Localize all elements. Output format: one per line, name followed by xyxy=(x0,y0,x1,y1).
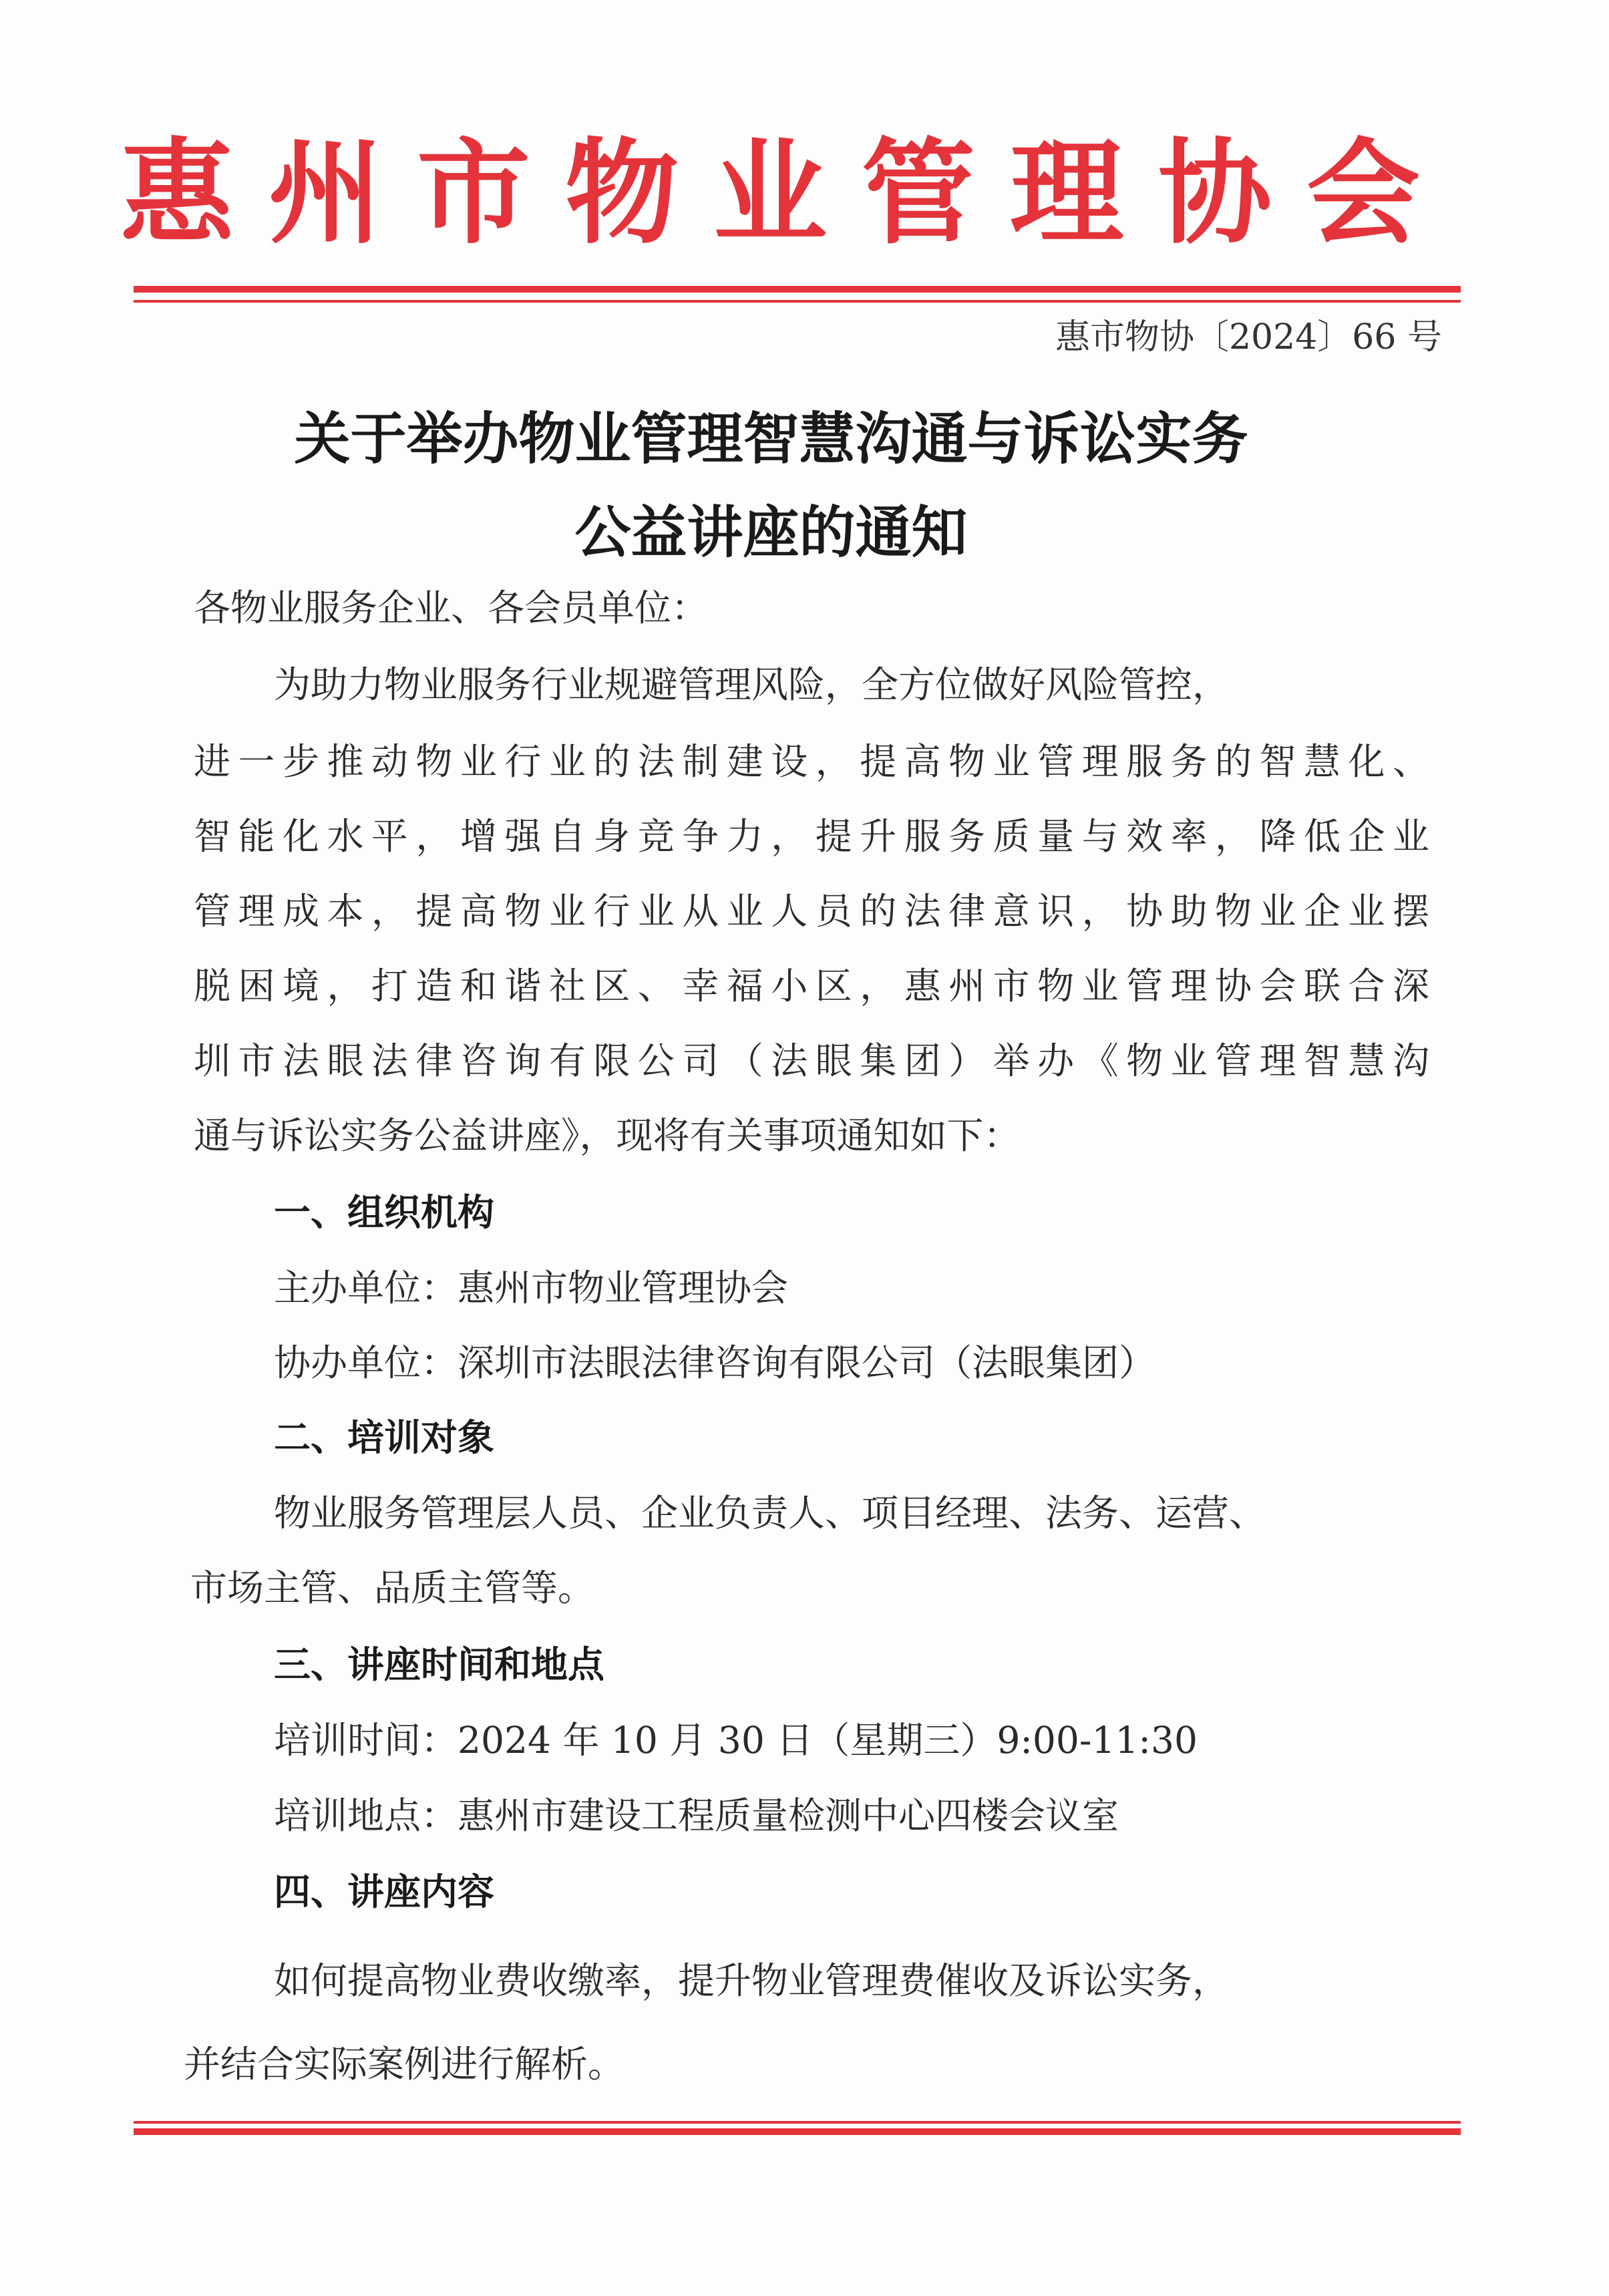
audience-line: 物业服务管理层人员、企业负责人、项目经理、法务、运营、 xyxy=(274,1492,1266,1534)
intro-line: 圳市法眼法律咨询有限公司（法眼集团）举办《物业管理智慧沟 xyxy=(194,1039,1429,1082)
intro-line: 管理成本，提高物业行业从业人员的法律意识，协助物业企业摆 xyxy=(194,890,1429,933)
letterhead-org-name: 惠州市物业管理协会 xyxy=(120,128,1455,260)
section-heading-organization: 一、组织机构 xyxy=(274,1190,495,1234)
letterhead-rule-thin xyxy=(134,300,1461,303)
document-number: 惠市物协〔2024〕66 号 xyxy=(1055,317,1442,357)
content-line: 如何提高物业费收缴率，提升物业管理费催收及诉讼实务， xyxy=(274,1959,1230,2002)
intro-line: 智能化水平，增强自身竞争力，提升服务质量与效率，降低企业 xyxy=(194,815,1429,858)
footer-rule-thick xyxy=(134,2128,1461,2135)
intro-line: 进一步推动物业行业的法制建设，提高物业管理服务的智慧化、 xyxy=(194,740,1429,783)
training-place: 培训地点：惠州市建设工程质量检测中心四楼会议室 xyxy=(274,1794,1119,1837)
section-heading-content: 四、讲座内容 xyxy=(274,1870,495,1913)
section-heading-time-place: 三、讲座时间和地点 xyxy=(274,1643,605,1686)
letterhead-rule-thick xyxy=(134,286,1461,293)
training-time: 培训时间：2024 年 10 月 30 日（星期三）9:00-11:30 xyxy=(274,1719,1198,1762)
intro-line: 通与诉讼实务公益讲座》，现将有关事项通知如下： xyxy=(194,1114,1021,1157)
footer-rule-thin xyxy=(134,2121,1461,2124)
co-host-unit: 协办单位：深圳市法眼法律咨询有限公司（法眼集团） xyxy=(274,1341,1156,1384)
content-line: 并结合实际案例进行解析。 xyxy=(184,2043,625,2086)
salutation: 各物业服务企业、各会员单位： xyxy=(194,587,709,629)
intro-line: 脱困境，打造和谐社区、幸福小区，惠州市物业管理协会联合深 xyxy=(194,965,1429,1007)
document-title-line-2: 公益讲座的通知 xyxy=(574,499,968,565)
audience-line: 市场主管、品质主管等。 xyxy=(190,1567,595,1609)
intro-line: 为助力物业服务行业规避管理风险，全方位做好风险管控， xyxy=(274,663,1230,706)
host-unit: 主办单位：惠州市物业管理协会 xyxy=(274,1267,789,1309)
document-title-line-1: 关于举办物业管理智慧沟通与诉讼实务 xyxy=(294,405,1248,472)
section-heading-audience: 二、培训对象 xyxy=(274,1416,495,1459)
